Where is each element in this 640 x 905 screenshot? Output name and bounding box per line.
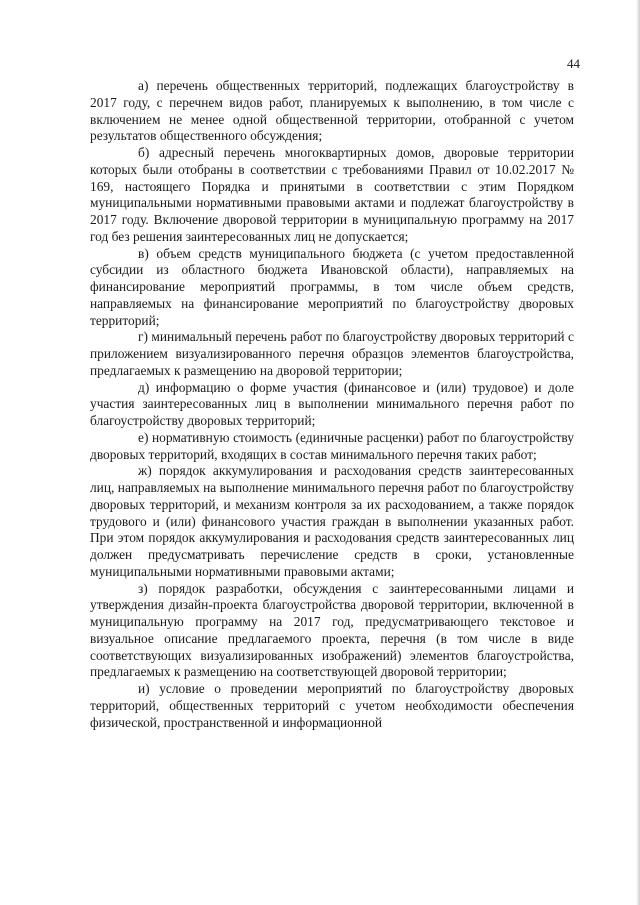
paragraph-d: д) информацию о форме участия (финансовое и (или) трудовое) и доле участия заинтересованных лиц в выполнении минимального перечня работ по благоустройству дворовых территорий; <box>90 379 574 428</box>
paragraph-v: в) объем средств муниципального бюджета (с учетом предоставленной субсидии из областного бюджета Ивановской области), направляемых на финансирование мероприятий программы, в том числе объем средств, направляемых на финансирование мероприятий по благоустройству дворовых территорий; <box>90 245 574 328</box>
paragraph-z: з) порядок разработки, обсуждения с заинтересованными лицами и утверждения дизайн-проекта благоустройства дворовой территории, включенной в муниципальную программу на 2017 год, предусматривающего текстовое и визуальное описание предлагаемого проекта, перечня (в том числе в виде соответствующих визуализированных изображений) элементов благоустройства, предлагаемых к размещению на соответствующей дворовой территории; <box>90 580 574 680</box>
scan-edge-shadow <box>636 0 640 905</box>
paragraph-g: г) минимальный перечень работ по благоустройству дворовых территорий с приложением визуализированного перечня образцов элементов благоустройства, предлагаемых к размещению на дворовой территории; <box>90 329 574 378</box>
paragraph-zh: ж) порядок аккумулирования и расходования средств заинтересованных лиц, направляемых на выполнение минимального перечня работ по благоустройству дворовых территорий, и механизм контроля за их расходованием, а также порядок трудового и (или) финансового участия граждан в выполнении указанных работ. При этом порядок аккумулирования и расходования средств заинтересованных лиц должен предусматривать перечисление средств в сроки, установленные муниципальными нормативными правовыми актами; <box>90 463 574 579</box>
paragraph-a: а) перечень общественных территорий, подлежащих благоустройству в 2017 году, с перечнем видов работ, планируемых к выполнению, в том числе с включением не менее одной общественной территории, отобранной с учетом результатов общественного обсуждения; <box>90 78 574 144</box>
document-body <box>90 78 574 731</box>
paragraph-e: е) нормативную стоимость (единичные расценки) работ по благоустройству дворовых территорий, входящих в состав минимального перечня таких работ; <box>90 429 574 462</box>
paragraph-b: б) адресный перечень многоквартирных домов, дворовые территории которых были отобраны в соответствии с требованиями Правил от 10.02.2017 № 169, настоящего Порядка и принятыми в соответствии с этим Порядком муниципальными нормативными правовыми актами и подлежат благоустройству в 2017 году. Включение дворовой территории в муниципальную программу на 2017 год без решения заинтересованных лиц не допускается; <box>90 145 574 244</box>
paragraph-i: и) условие о проведении мероприятий по благоустройству дворовых территорий, общественных территорий с учетом необходимости обеспечения физической, пространственной и информационной <box>90 681 574 730</box>
page-number: 44 <box>567 56 580 71</box>
